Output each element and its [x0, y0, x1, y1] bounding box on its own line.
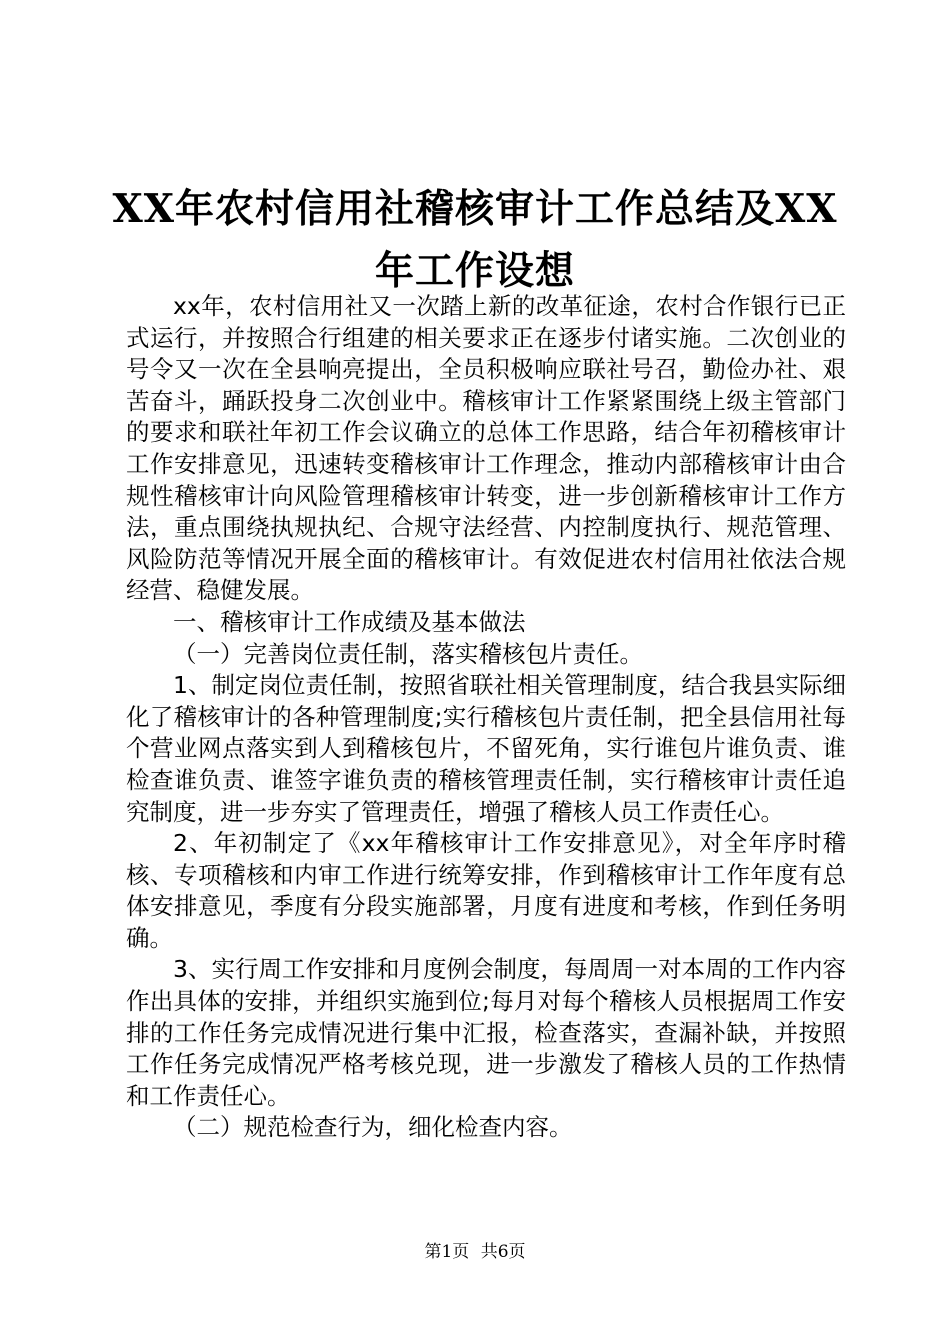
body-paragraph-2: 2、年初制定了《xx年稽核审计工作安排意见》，对全年序时稽核、专项稽核和内审工作进行统筹安排，作到稽核审计工作年度有总体安排意见，季度有分段实施部署，月度有进度和考核，作到任务明确。 [126, 829, 846, 952]
intro-paragraph: xx年，农村信用社又一次踏上新的改革征途，农村合作银行已正式运行，并按照合行组建的相关要求正在逐步付诸实施。二次创业的号令又一次在全县响亮提出，全员积极响应联社号召，勤俭办社、艰苦奋斗，踊跃投身二次创业中。稽核审计工作紧紧围绕上级主管部门的要求和联社年初工作会议确立的总体工作思路，结合年初稽核审计工作安排意见，迅速转变稽核审计工作理念，推动内部稽核审计由合规性稽核审计向风险管理稽核审计转变，进一步创新稽核审计工作方法，重点围绕执规执纪、合规守法经营、内控制度执行、规范管理、风险防范等情况开展全面的稽核审计。有效促进农村信用社依法合规经营、稳健发展。 [126, 292, 846, 605]
page-footer: 第1页 共6页 [424, 1242, 526, 1262]
section-heading-1: 一、稽核审计工作成绩及基本做法 [173, 607, 526, 636]
subsection-heading-1: （一）完善岗位责任制，落实稽核包片责任。 [173, 639, 643, 668]
document-body [126, 291, 846, 1144]
subsection-heading-2: （二）规范检查行为，细化检查内容。 [173, 1113, 573, 1142]
body-paragraph-3: 3、实行周工作安排和月度例会制度，每周周一对本周的工作内容作出具体的安排，并组织实施到位;每月对每个稽核人员根据周工作安排的工作任务完成情况进行集中汇报，检查落实，查漏补缺，并按照工作任务完成情况严格考核兑现，进一步激发了稽核人员的工作热情和工作责任心。 [126, 955, 846, 1110]
body-paragraph-1: 1、制定岗位责任制，按照省联社相关管理制度，结合我县实际细化了稽核审计的各种管理制度;实行稽核包片责任制，把全县信用社每个营业网点落实到人到稽核包片，不留死角，实行谁包片谁负责、谁检查谁负责、谁签字谁负责的稽核管理责任制，实行稽核审计责任追究制度，进一步夯实了管理责任，增强了稽核人员工作责任心。 [126, 671, 846, 826]
document-title: XX年农村信用社稽核审计工作总结及XX年工作设想 [112, 186, 838, 294]
